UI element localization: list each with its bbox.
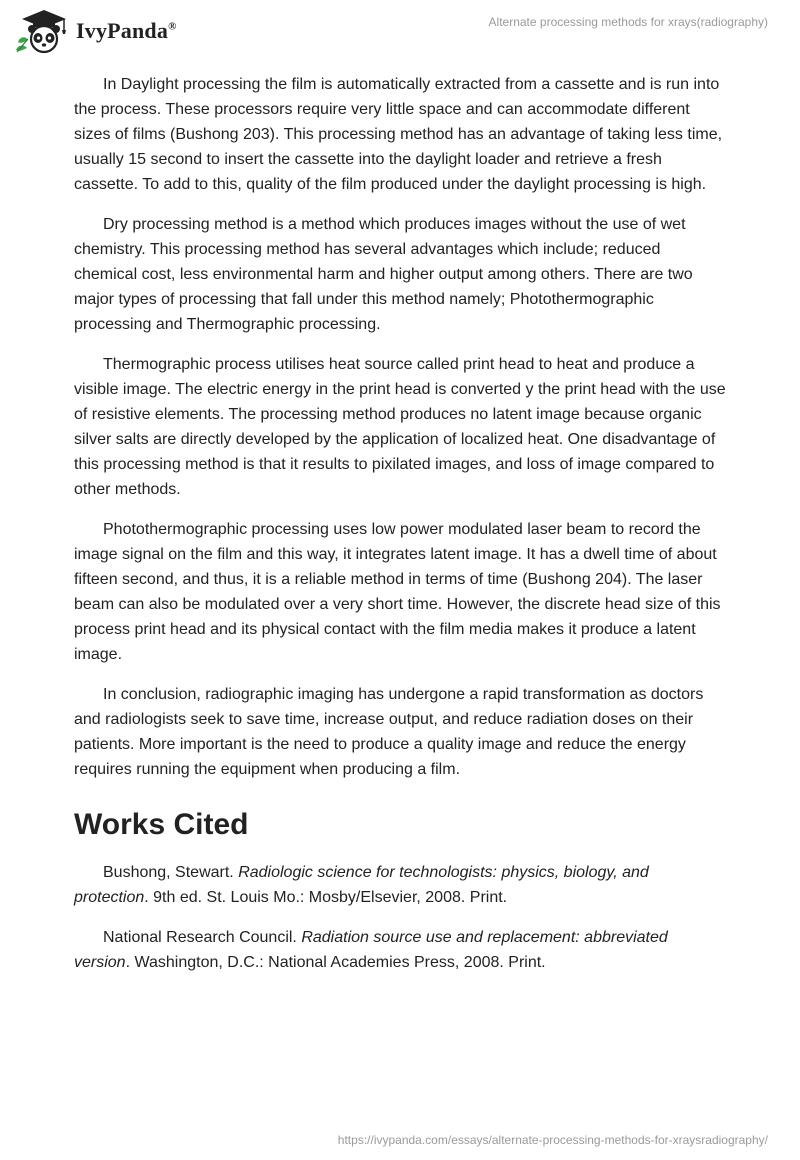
document-title: Alternate processing methods for xrays(radiography): [488, 15, 768, 29]
essay-content: [74, 72, 726, 990]
paragraph: Dry processing method is a method which produces images without the use of wet chemistry. This processing method has several advantages which include; reduced chemical cost, less environmental harm and higher output among others. There are two major types of processing that fall under this method namely; Photothermographic processing and Thermographic processing.: [74, 216, 693, 333]
citation-title: Radiation source use and replacement: abbreviated version: [74, 929, 668, 971]
brand-name: IvyPanda®: [76, 18, 177, 43]
paragraph: In Daylight processing the film is automatically extracted from a cassette and is run into the process. These processors require very little space and can accommodate different sizes of films (Bushong 203). This processing method has an advantage of taking less time, usually 15 second to insert the cassette into the daylight loader and retrieve a fresh cassette. To add to this, quality of the film produced under the daylight processing is high.: [74, 76, 723, 193]
works-cited-heading: Works Cited: [74, 808, 249, 841]
panda-logo-icon: [14, 8, 74, 54]
paragraph: Photothermographic processing uses low power modulated laser beam to record the image signal on the film and this way, it integrates latent image. It has a dwell time of about fifteen second, and thus, it is a reliable method in terms of time (Bushong 204). The laser beam can also be modulated over a very short time. However, the discrete head size of this process print head and its physical contact with the film media makes it produce a latent image.: [74, 521, 721, 663]
paragraph: In conclusion, radiographic imaging has undergone a rapid transformation as doctors and radiologists seek to save time, increase output, and reduce radiation doses on their patients. More important is the need to produce a quality image and reduce the energy requires running the equipment when producing a film.: [74, 686, 704, 778]
source-url-link[interactable]: https://ivypanda.com/essays/alternate-processing-methods-for-xraysradiography/: [337, 1133, 768, 1147]
citation-title: Radiologic science for technologists: physics, biology, and protection: [74, 864, 649, 906]
brand-logo[interactable]: [14, 8, 177, 54]
paragraph: Thermographic process utilises heat source called print head to heat and produce a visible image. The electric energy in the print head is converted y the print head with the use of resistive elements. The processing method produces no latent image because organic silver salts are directly developed by the application of localized heat. One disadvantage of this processing method is that it results to pixilated images, and loss of image compared to other methods.: [74, 356, 726, 498]
citation-entry: National Research Council. Radiation source use and replacement: abbreviated version. Washington, D.C.: National Academies Press, 2008. Print.: [74, 929, 668, 971]
citation-entry: Bushong, Stewart. Radiologic science for technologists: physics, biology, and protection. 9th ed. St. Louis Mo.: Mosby/Elsevier, 2008. Print.: [74, 864, 649, 906]
page-header: [0, 0, 800, 60]
